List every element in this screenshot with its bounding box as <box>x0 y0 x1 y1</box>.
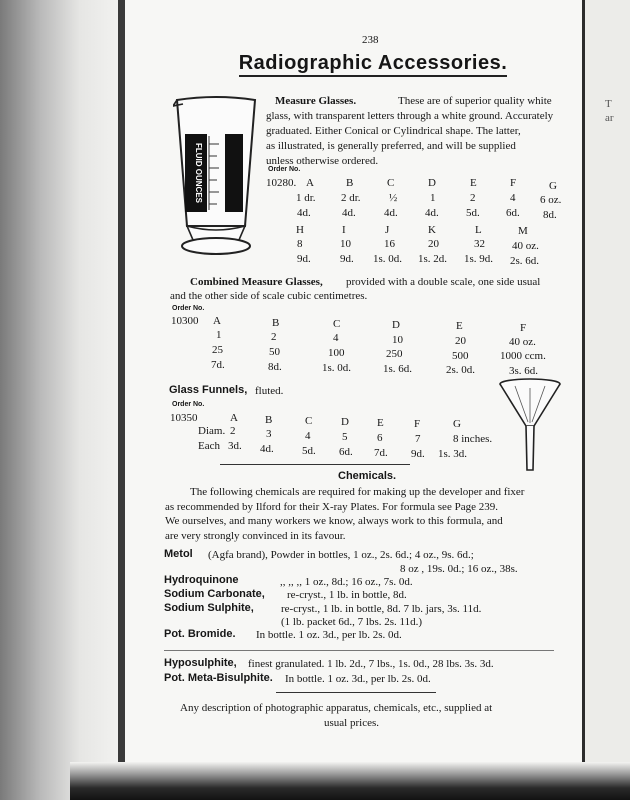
chemical-detail: ,, ,, ,, 1 oz., 8d.; 16 oz., 7s. 0d. <box>280 576 413 588</box>
table-cell: 1s. 3d. <box>438 448 468 460</box>
table-cell: 1s. 9d. <box>464 253 494 265</box>
table-cell: 250 <box>386 348 403 360</box>
table-cell: E <box>377 417 384 429</box>
table-cell: 3s. 6d. <box>509 365 539 377</box>
table-cell: 9d. <box>297 253 311 265</box>
table-cell: F <box>510 177 517 189</box>
glass-funnels-suffix: fluted. <box>255 385 284 397</box>
section-rule <box>164 650 554 651</box>
table-cell: F <box>520 322 527 334</box>
page-heading: Radiographic Accessories. <box>239 52 508 77</box>
measure-text-line: graduated. Either Conical or Cylindrical shape. The latter, <box>266 125 521 137</box>
order-no-label: Order No. <box>172 305 205 312</box>
order-number: 10300 <box>171 315 199 327</box>
section-rule <box>220 464 410 465</box>
combined-text-line: and the other side of scale cubic centimetres. <box>170 290 368 302</box>
chemical-name: Hydroquinone <box>164 574 239 586</box>
order-no-label: Order No. <box>268 166 301 173</box>
page-bottom-shadow <box>70 762 630 800</box>
table-cell: 50 <box>269 346 280 358</box>
table-cell: 1 <box>430 192 436 204</box>
table-cell: 6d. <box>339 446 353 458</box>
order-number: 10350 <box>170 412 198 424</box>
table-cell: 2 <box>470 192 476 204</box>
order-number: 10280. <box>266 177 297 189</box>
table-cell: 8 <box>297 238 303 250</box>
next-page-text: ar <box>605 112 614 124</box>
chemical-detail: In bottle. 1 oz. 3d., per lb. 2s. 0d. <box>285 673 431 685</box>
table-cell: B <box>265 414 273 426</box>
table-cell: L <box>475 224 482 236</box>
glass-funnels-title: Glass Funnels, <box>169 384 248 396</box>
table-cell: 16 <box>384 238 395 250</box>
table-cell: 20 <box>455 335 466 347</box>
diam-label: Diam. <box>198 425 226 437</box>
chemicals-title: Chemicals. <box>338 470 397 482</box>
table-cell: 4d. <box>297 207 311 219</box>
combined-text-line: provided with a double scale, one side usual <box>346 276 541 288</box>
table-cell: 2 <box>271 331 277 343</box>
table-cell: 500 <box>452 350 469 362</box>
table-cell: 5d. <box>466 207 480 219</box>
combined-glasses-title: Combined Measure Glasses, <box>190 276 323 288</box>
table-cell: 5 <box>342 431 348 443</box>
chemical-detail: re-cryst., 1 lb. in bottle, 8d. <box>287 589 407 601</box>
table-cell: 100 <box>328 347 345 359</box>
table-cell: E <box>470 177 477 189</box>
table-cell: 7d. <box>374 447 388 459</box>
table-cell: 40 oz. <box>509 336 536 348</box>
chemicals-intro-line: as recommended by Ilford for their X-ray Plates. For formula see Page 239. <box>165 501 498 513</box>
table-cell: H <box>296 224 304 236</box>
page-heading-wrap <box>58 52 630 75</box>
table-cell: 3d. <box>228 440 242 452</box>
table-cell: D <box>392 319 400 331</box>
chemicals-intro-line: The following chemicals are required for making up the developer and fixer <box>190 486 525 498</box>
table-cell: ½ <box>389 192 398 204</box>
each-label: Each <box>198 440 220 452</box>
measure-text-line: These are of superior quality white <box>398 95 552 107</box>
table-cell: 1s. 2d. <box>418 253 448 265</box>
table-cell: 2 <box>230 425 236 437</box>
footer-line: usual prices. <box>324 717 379 729</box>
table-cell: G <box>549 180 557 192</box>
table-cell: 9d. <box>411 448 425 460</box>
table-cell: I <box>342 224 346 236</box>
gutter-edge <box>118 0 125 800</box>
table-cell: 4 <box>305 430 311 442</box>
table-cell: 25 <box>212 344 223 356</box>
table-cell: 5d. <box>302 445 316 457</box>
chemicals-intro-line: are very strongly convinced in its favour. <box>165 530 346 542</box>
measure-text-line: unless otherwise ordered. <box>266 155 379 167</box>
chemical-name: Metol <box>164 548 193 560</box>
table-cell: F <box>414 418 421 430</box>
table-cell: 1s. 6d. <box>383 363 413 375</box>
chemical-detail: (Agfa brand), Powder in bottles, 1 oz., 2s. 6d.; 4 oz., 9s. 6d.; <box>208 549 474 561</box>
table-cell: C <box>387 177 395 189</box>
table-cell: B <box>346 177 354 189</box>
glass-scale-label: FLUID OUNCES <box>194 143 203 203</box>
chemical-name: Hyposulphite, <box>164 657 237 669</box>
table-cell: 7d. <box>211 359 225 371</box>
chemical-detail: re-cryst., 1 lb. in bottle, 8d. 7 lb. jars, 3s. 11d. <box>281 603 482 615</box>
table-cell: A <box>306 177 314 189</box>
measure-glasses-title: Measure Glasses. <box>275 95 357 107</box>
page-edge-line <box>582 0 585 762</box>
next-page-text: T <box>605 98 612 110</box>
table-cell: 1 <box>216 329 222 341</box>
chemical-name: Pot. Bromide. <box>164 628 236 640</box>
measure-glass-illustration <box>173 94 259 258</box>
table-cell: A <box>213 315 221 327</box>
table-cell: K <box>428 224 436 236</box>
table-cell: 10 <box>392 334 403 346</box>
table-cell: M <box>518 225 528 237</box>
table-cell: 6 oz. <box>540 194 562 206</box>
page-number: 238 <box>362 34 379 46</box>
table-cell: B <box>272 317 280 329</box>
table-cell: C <box>305 415 313 427</box>
table-cell: 40 oz. <box>512 240 539 252</box>
chemical-detail: finest granulated. 1 lb. 2d., 7 lbs., 1s. 0d., 28 lbs. 3s. 3d. <box>248 658 494 670</box>
table-cell: 9d. <box>340 253 354 265</box>
chemicals-intro-line: We ourselves, and many workers we know, always work to this formula, and <box>165 515 503 527</box>
table-cell: 6 <box>377 432 383 444</box>
table-cell: 4d. <box>342 207 356 219</box>
table-cell: G <box>453 418 461 430</box>
table-cell: 1s. 0d. <box>373 253 403 265</box>
measure-text-line: as illustrated, is generally preferred, and will be supplied <box>266 140 516 152</box>
chemical-detail: In bottle. 1 oz. 3d., per lb. 2s. 0d. <box>256 629 402 641</box>
table-cell: 4d. <box>384 207 398 219</box>
table-cell: 4 <box>510 192 516 204</box>
order-no-label: Order No. <box>172 401 205 408</box>
table-cell: 4d. <box>260 443 274 455</box>
table-cell: 10 <box>340 238 351 250</box>
table-cell: 1 dr. <box>296 192 316 204</box>
table-cell: C <box>333 318 341 330</box>
table-cell: 8d. <box>543 209 557 221</box>
chemical-name: Pot. Meta-Bisulphite. <box>164 672 273 684</box>
table-cell: 2s. 6d. <box>510 255 540 267</box>
table-cell: E <box>456 320 463 332</box>
table-cell: 32 <box>474 238 485 250</box>
chemical-name: Sodium Carbonate, <box>164 588 265 600</box>
book-spine-shadow <box>0 0 125 800</box>
table-cell: 6d. <box>506 207 520 219</box>
table-cell: 8d. <box>268 361 282 373</box>
funnel-illustration <box>497 376 563 472</box>
measure-text-line: glass, with transparent letters through a white ground. Accurately <box>266 110 554 122</box>
chemical-name: Sodium Sulphite, <box>164 602 254 614</box>
table-cell: 3 <box>266 428 272 440</box>
table-cell: 4d. <box>425 207 439 219</box>
table-cell: 1s. 0d. <box>322 362 352 374</box>
table-cell: 7 <box>415 433 421 445</box>
table-cell: D <box>428 177 436 189</box>
table-cell: A <box>230 412 238 424</box>
table-cell: D <box>341 416 349 428</box>
table-cell: 2s. 0d. <box>446 364 476 376</box>
table-cell: 20 <box>428 238 439 250</box>
table-cell: 1000 ccm. <box>500 350 546 362</box>
chemical-detail: (1 lb. packet 6d., 7 lbs. 2s. 11d.) <box>281 616 423 628</box>
table-cell: 8 inches. <box>453 433 493 445</box>
section-rule <box>276 692 436 693</box>
table-cell: J <box>385 224 390 236</box>
table-cell: 2 dr. <box>341 192 361 204</box>
table-cell: 4 <box>333 332 339 344</box>
chemical-detail: 8 oz , 19s. 0d.; 16 oz., 38s. <box>400 563 518 575</box>
footer-line: Any description of photographic apparatus, chemicals, etc., supplied at <box>180 702 493 714</box>
